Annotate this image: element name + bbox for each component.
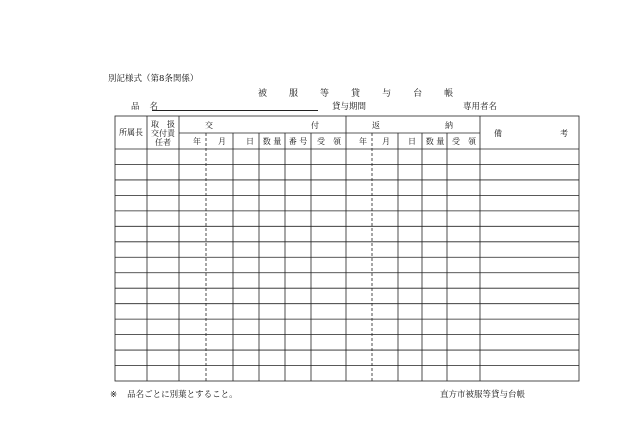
subheader-day: 日	[246, 137, 254, 146]
loan-period-label: 貸与期間	[332, 102, 367, 112]
header-issue: 交	[205, 121, 213, 130]
table-frame	[115, 116, 579, 381]
header-return: 返	[372, 121, 380, 130]
header-remarks: 備	[494, 129, 502, 138]
subheader-month: 月	[218, 137, 226, 146]
header-remarks: 考	[560, 129, 568, 138]
item-name-char: 名	[149, 102, 159, 112]
header-handler: 任者	[155, 138, 171, 147]
subheader-quantity: 数 量	[425, 137, 445, 146]
title-char: 被	[258, 89, 268, 99]
title-char: 等	[320, 89, 330, 99]
subheader-month: 月	[382, 137, 390, 146]
subheader-day: 日	[408, 137, 416, 146]
header-return: 納	[445, 121, 453, 130]
header-issue: 付	[311, 121, 319, 130]
subheader-number: 番 号	[288, 137, 308, 146]
subheader-quantity: 数 量	[262, 137, 282, 146]
subheader-receipt: 受 領	[452, 137, 476, 146]
title-char: 帳	[444, 89, 454, 99]
user-name-label: 専用者名	[463, 102, 498, 112]
header-department-head: 所属長	[119, 128, 143, 137]
item-name-char: 品	[131, 102, 140, 112]
title-char: 貸	[351, 89, 361, 99]
footnote-text: 品名ごとに別葉とすること。	[127, 390, 238, 400]
subheader-year: 年	[193, 137, 201, 146]
subheader-receipt: 受 領	[317, 137, 341, 146]
ledger-name: 直方市被服等貸与台帳	[440, 390, 526, 400]
footnote-mark: ※	[110, 390, 118, 400]
form-label: 別記様式（第8条関係）	[108, 74, 199, 84]
title-char: 与	[382, 89, 392, 99]
title-char: 台	[413, 89, 423, 99]
subheader-year: 年	[359, 137, 367, 146]
title-char: 服	[289, 89, 299, 99]
header-handler: 交付責	[151, 129, 175, 138]
table-rows	[115, 164, 579, 365]
footnote	[110, 388, 248, 400]
header-handler: 取 扱	[151, 120, 175, 129]
